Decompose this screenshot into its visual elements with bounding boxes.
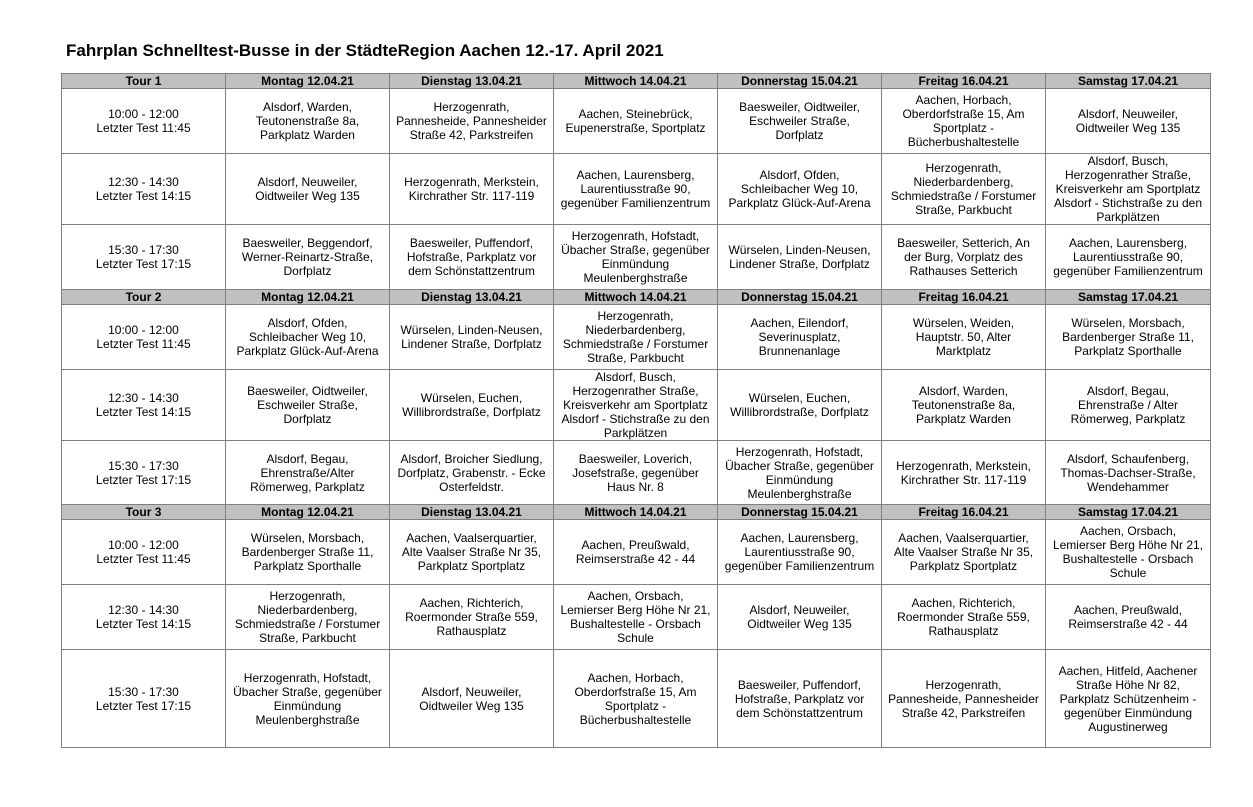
- day-header: Dienstag 13.04.21: [390, 74, 554, 89]
- location-cell: Baesweiler, Loverich, Josefstraße, gegenüber Haus Nr. 8: [554, 441, 718, 505]
- day-header: Montag 12.04.21: [226, 290, 390, 305]
- location-cell: Baesweiler, Oidtweiler, Eschweiler Straße, Dorfplatz: [718, 89, 882, 154]
- location-cell: Herzogenrath, Niederbardenberg, Schmiedstraße / Forstumer Straße, Parkbucht: [882, 154, 1046, 225]
- table-row: [62, 154, 1211, 225]
- day-header: Mittwoch 14.04.21: [554, 290, 718, 305]
- day-header: Donnerstag 15.04.21: [718, 505, 882, 520]
- location-cell: Alsdorf, Begau, Ehrenstraße / Alter Römerweg, Parkplatz: [1046, 370, 1211, 441]
- location-cell: Herzogenrath, Hofstadt, Übacher Straße, gegenüber Einmündung Meulenberghstraße: [226, 650, 390, 748]
- location-cell: Aachen, Steinebrück, Eupenerstraße, Sportplatz: [554, 89, 718, 154]
- location-cell: Herzogenrath, Hofstadt, Übacher Straße, gegenüber Einmündung Meulenberghstraße: [554, 225, 718, 290]
- table-row: [62, 520, 1211, 585]
- location-cell: Alsdorf, Warden, Teutonenstraße 8a, Parkplatz Warden: [226, 89, 390, 154]
- location-cell: Alsdorf, Begau, Ehrenstraße/Alter Römerweg, Parkplatz: [226, 441, 390, 505]
- day-header: Samstag 17.04.21: [1046, 505, 1211, 520]
- location-cell: Aachen, Horbach, Oberdorfstraße 15, Am Sportplatz - Bücherbushaltestelle: [882, 89, 1046, 154]
- table-row: [62, 441, 1211, 505]
- location-cell: Alsdorf, Broicher Siedlung, Dorfplatz, Grabenstr. - Ecke Osterfeldstr.: [390, 441, 554, 505]
- time-slot-cell: 15:30 - 17:30 Letzter Test 17:15: [62, 441, 226, 505]
- location-cell: Herzogenrath, Niederbardenberg, Schmiedstraße / Forstumer Straße, Parkbucht: [554, 305, 718, 370]
- table-row: [62, 225, 1211, 290]
- location-cell: Würselen, Weiden, Hauptstr. 50, Alter Marktplatz: [882, 305, 1046, 370]
- time-slot-cell: 12:30 - 14:30 Letzter Test 14:15: [62, 370, 226, 441]
- table-row: [62, 89, 1211, 154]
- location-cell: Würselen, Euchen, Willibrordstraße, Dorfplatz: [390, 370, 554, 441]
- location-cell: Alsdorf, Neuweiler, Oidtweiler Weg 135: [390, 650, 554, 748]
- location-cell: Würselen, Euchen, Willibrordstraße, Dorfplatz: [718, 370, 882, 441]
- location-cell: Alsdorf, Neuweiler, Oidtweiler Weg 135: [1046, 89, 1211, 154]
- day-header: Samstag 17.04.21: [1046, 74, 1211, 89]
- day-header: Donnerstag 15.04.21: [718, 74, 882, 89]
- table-row: [62, 650, 1211, 748]
- location-cell: Aachen, Eilendorf, Severinusplatz, Brunnenanlage: [718, 305, 882, 370]
- time-slot-cell: 10:00 - 12:00 Letzter Test 11:45: [62, 305, 226, 370]
- location-cell: Herzogenrath, Merkstein, Kirchrather Str. 117-119: [390, 154, 554, 225]
- location-cell: Alsdorf, Neuweiler, Oidtweiler Weg 135: [226, 154, 390, 225]
- location-cell: Baesweiler, Puffendorf, Hofstraße, Parkplatz vor dem Schönstattzentrum: [390, 225, 554, 290]
- tour-label: Tour 1: [62, 74, 226, 89]
- tour-header-row: [62, 290, 1211, 305]
- day-header: Samstag 17.04.21: [1046, 290, 1211, 305]
- location-cell: Herzogenrath, Pannesheide, Pannesheider Straße 42, Parkstreifen: [882, 650, 1046, 748]
- location-cell: Herzogenrath, Merkstein, Kirchrather Str. 117-119: [882, 441, 1046, 505]
- location-cell: Alsdorf, Busch, Herzogenrather Straße, Kreisverkehr am Sportplatz Alsdorf - Stichstraße zu den Parkplätzen: [554, 370, 718, 441]
- location-cell: Alsdorf, Neuweiler, Oidtweiler Weg 135: [718, 585, 882, 650]
- location-cell: Aachen, Laurensberg, Laurentiusstraße 90, gegenüber Familienzentrum: [718, 520, 882, 585]
- day-header: Dienstag 13.04.21: [390, 505, 554, 520]
- tour-header-row: [62, 74, 1211, 89]
- location-cell: Aachen, Laurensberg, Laurentiusstraße 90, gegenüber Familienzentrum: [554, 154, 718, 225]
- location-cell: Herzogenrath, Hofstadt, Übacher Straße, gegenüber Einmündung Meulenberghstraße: [718, 441, 882, 505]
- schedule-table: [61, 73, 1211, 748]
- location-cell: Alsdorf, Ofden, Schleibacher Weg 10, Parkplatz Glück-Auf-Arena: [226, 305, 390, 370]
- day-header: Montag 12.04.21: [226, 505, 390, 520]
- day-header: Donnerstag 15.04.21: [718, 290, 882, 305]
- location-cell: Aachen, Hitfeld, Aachener Straße Höhe Nr 82, Parkplatz Schützenheim - gegenüber Einmündung Augustinerweg: [1046, 650, 1211, 748]
- time-slot-cell: 15:30 - 17:30 Letzter Test 17:15: [62, 650, 226, 748]
- day-header: Freitag 16.04.21: [882, 505, 1046, 520]
- location-cell: Würselen, Morsbach, Bardenberger Straße 11, Parkplatz Sporthalle: [226, 520, 390, 585]
- location-cell: Aachen, Vaalserquartier, Alte Vaalser Straße Nr 35, Parkplatz Sportplatz: [390, 520, 554, 585]
- location-cell: Aachen, Orsbach, Lemierser Berg Höhe Nr 21, Bushaltestelle - Orsbach Schule: [1046, 520, 1211, 585]
- time-slot-cell: 10:00 - 12:00 Letzter Test 11:45: [62, 89, 226, 154]
- tour-label: Tour 2: [62, 290, 226, 305]
- location-cell: Würselen, Linden-Neusen, Lindener Straße, Dorfplatz: [390, 305, 554, 370]
- day-header: Dienstag 13.04.21: [390, 290, 554, 305]
- document-title: Fahrplan Schnelltest-Busse in der StädteRegion Aachen 12.-17. April 2021: [66, 41, 664, 60]
- location-cell: Alsdorf, Ofden, Schleibacher Weg 10, Parkplatz Glück-Auf-Arena: [718, 154, 882, 225]
- location-cell: Herzogenrath, Pannesheide, Pannesheider Straße 42, Parkstreifen: [390, 89, 554, 154]
- location-cell: Baesweiler, Setterich, An der Burg, Vorplatz des Rathauses Setterich: [882, 225, 1046, 290]
- tour-header-row: [62, 505, 1211, 520]
- location-cell: Herzogenrath, Niederbardenberg, Schmiedstraße / Forstumer Straße, Parkbucht: [226, 585, 390, 650]
- location-cell: Aachen, Richterich, Roermonder Straße 559, Rathausplatz: [882, 585, 1046, 650]
- tour-label: Tour 3: [62, 505, 226, 520]
- location-cell: Baesweiler, Beggendorf, Werner-Reinartz-Straße, Dorfplatz: [226, 225, 390, 290]
- location-cell: Aachen, Richterich, Roermonder Straße 559, Rathausplatz: [390, 585, 554, 650]
- day-header: Freitag 16.04.21: [882, 74, 1046, 89]
- location-cell: Aachen, Vaalserquartier, Alte Vaalser Straße Nr 35, Parkplatz Sportplatz: [882, 520, 1046, 585]
- location-cell: Alsdorf, Busch, Herzogenrather Straße, Kreisverkehr am Sportplatz Alsdorf - Stichstraße zu den Parkplätzen: [1046, 154, 1211, 225]
- time-slot-cell: 12:30 - 14:30 Letzter Test 14:15: [62, 154, 226, 225]
- location-cell: Aachen, Preußwald, Reimserstraße 42 - 44: [1046, 585, 1211, 650]
- location-cell: Aachen, Orsbach, Lemierser Berg Höhe Nr 21, Bushaltestelle - Orsbach Schule: [554, 585, 718, 650]
- location-cell: Aachen, Preußwald, Reimserstraße 42 - 44: [554, 520, 718, 585]
- location-cell: Baesweiler, Oidtweiler, Eschweiler Straße, Dorfplatz: [226, 370, 390, 441]
- location-cell: Alsdorf, Warden, Teutonenstraße 8a, Parkplatz Warden: [882, 370, 1046, 441]
- table-row: [62, 585, 1211, 650]
- day-header: Freitag 16.04.21: [882, 290, 1046, 305]
- location-cell: Würselen, Linden-Neusen, Lindener Straße, Dorfplatz: [718, 225, 882, 290]
- table-row: [62, 305, 1211, 370]
- day-header: Montag 12.04.21: [226, 74, 390, 89]
- location-cell: Alsdorf, Schaufenberg, Thomas-Dachser-Straße, Wendehammer: [1046, 441, 1211, 505]
- time-slot-cell: 12:30 - 14:30 Letzter Test 14:15: [62, 585, 226, 650]
- location-cell: Aachen, Laurensberg, Laurentiusstraße 90, gegenüber Familienzentrum: [1046, 225, 1211, 290]
- table-row: [62, 370, 1211, 441]
- location-cell: Baesweiler, Puffendorf, Hofstraße, Parkplatz vor dem Schönstattzentrum: [718, 650, 882, 748]
- day-header: Mittwoch 14.04.21: [554, 74, 718, 89]
- schedule-body: [62, 74, 1211, 748]
- time-slot-cell: 10:00 - 12:00 Letzter Test 11:45: [62, 520, 226, 585]
- location-cell: Aachen, Horbach, Oberdorfstraße 15, Am Sportplatz - Bücherbushaltestelle: [554, 650, 718, 748]
- day-header: Mittwoch 14.04.21: [554, 505, 718, 520]
- time-slot-cell: 15:30 - 17:30 Letzter Test 17:15: [62, 225, 226, 290]
- location-cell: Würselen, Morsbach, Bardenberger Straße 11, Parkplatz Sporthalle: [1046, 305, 1211, 370]
